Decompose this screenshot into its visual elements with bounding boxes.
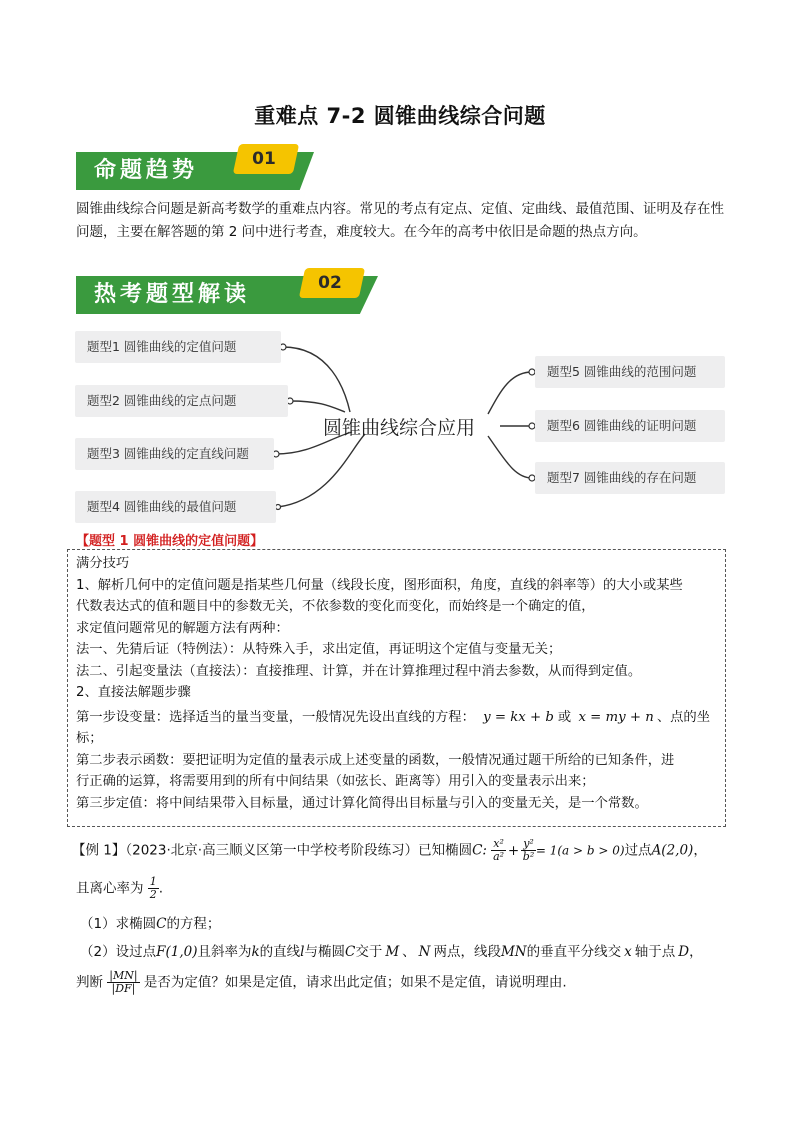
tips-line: 法二、引起变量法（直接法）：直接推理、计算，并在计算推理过程中消去参数，从而得到定值。 bbox=[76, 663, 642, 679]
tips-line: 第三步定值：将中间结果带入目标量，通过计算化简得出目标量与引入的变量无关，是一个常数。 bbox=[76, 795, 648, 811]
line-l: l bbox=[300, 944, 305, 960]
pass-through: 过点 bbox=[624, 842, 652, 859]
point-m: M bbox=[385, 944, 400, 960]
banner-trend bbox=[76, 148, 316, 190]
ellipse-condition: = 1(a > b > 0) bbox=[535, 843, 625, 858]
q2-text: 与椭圆 bbox=[304, 944, 345, 960]
node-dot bbox=[276, 505, 281, 510]
connector-right-7 bbox=[488, 436, 532, 478]
q1-text: （1）求椭圆 bbox=[80, 916, 157, 932]
slope-k: k bbox=[251, 944, 260, 960]
page-title: 重难点 7-2 圆锥曲线综合问题 bbox=[254, 104, 546, 128]
question-1 bbox=[80, 912, 740, 932]
q2-text: 交于 bbox=[355, 944, 383, 960]
frac-den: 2 bbox=[149, 888, 157, 901]
period: . bbox=[158, 880, 164, 897]
mindmap-node-type4: 题型4 圆锥曲线的最值问题 bbox=[75, 491, 276, 523]
tips-line: 1、解析几何中的定值问题是指某些几何量（线段长度，图形面积，角度，直线的斜率等）的大小或某些 bbox=[76, 577, 683, 593]
tips-line: 标； bbox=[76, 731, 103, 746]
mindmap bbox=[0, 320, 800, 525]
question-2 bbox=[80, 940, 740, 960]
q2-text: （2）设过点 bbox=[80, 944, 157, 960]
question-2-judge bbox=[76, 970, 736, 995]
banner-tag: 02 bbox=[318, 273, 342, 293]
banner-label: 热考题型解读 bbox=[94, 281, 251, 307]
example-1-statement bbox=[72, 838, 732, 863]
mindmap-node-type5: 题型5 圆锥曲线的范围问题 bbox=[535, 356, 725, 388]
tips-line: 行正确的运算，将需要用到的所有中间结果（如弦长、距离等）用引入的变量表示出来； bbox=[76, 774, 595, 789]
mindmap-node-type3: 题型3 圆锥曲线的定直线问题 bbox=[75, 438, 274, 470]
point-a: A(2,0) bbox=[651, 842, 694, 859]
point-d: D bbox=[678, 944, 690, 960]
section-heading-type1: 【题型 1 圆锥曲线的定值问题】 bbox=[76, 534, 264, 549]
mindmap-node-type6: 题型6 圆锥曲线的证明问题 bbox=[535, 410, 725, 442]
point-f: F(1,0) bbox=[156, 944, 198, 960]
banner-tag: 01 bbox=[252, 149, 276, 169]
tips-box bbox=[67, 549, 726, 827]
banner-label: 命题趋势 bbox=[94, 157, 199, 183]
q2-text: 的垂直平分线交 bbox=[526, 944, 622, 960]
q2-text: 、 bbox=[402, 944, 416, 960]
tips-step1: 第一步设变量：选择适当的量当变量，一般情况先设出直线的方程： bbox=[76, 709, 475, 725]
connector-left-2 bbox=[290, 401, 345, 412]
tips-line: 法一、先猜后证（特例法）：从特殊入手，求出定值，再证明这个定值与变量无关； bbox=[76, 642, 562, 657]
frac-den: |DF| bbox=[111, 982, 136, 995]
point-n: N bbox=[418, 944, 431, 960]
fraction-x2-a2 bbox=[491, 838, 506, 863]
ellipse-symbol: C bbox=[472, 842, 483, 859]
comma: ， bbox=[693, 842, 707, 859]
example-prefix: 【例 1】（2023·北京·高三顺义区第一中学校考阶段练习）已知椭圆 bbox=[72, 842, 473, 859]
tips-step1-end: 、点的坐 bbox=[656, 709, 711, 725]
tips-line: 2、直接法解题步骤 bbox=[76, 685, 191, 700]
plus-sign: + bbox=[507, 842, 520, 859]
tips-or: 或 bbox=[557, 709, 572, 725]
mindmap-node-type1: 题型1 圆锥曲线的定值问题 bbox=[75, 331, 281, 363]
q2-text: 的直线 bbox=[259, 944, 301, 960]
judge-question: 是否为定值？如果是定值，请求出此定值；如果不是定值，请说明理由. bbox=[143, 974, 567, 991]
q2-text: 两点，线段 bbox=[433, 944, 501, 960]
colon: : bbox=[482, 842, 487, 859]
fraction-y2-b2 bbox=[521, 838, 536, 863]
frac-num: 1 bbox=[149, 875, 157, 888]
mindmap-center: 圆锥曲线综合应用 bbox=[323, 417, 476, 439]
mindmap-node-type7: 题型7 圆锥曲线的存在问题 bbox=[535, 462, 725, 494]
segment-mn: MN bbox=[500, 944, 527, 960]
equation-x-my-n: x = my + n bbox=[578, 709, 654, 725]
tips-line: 求定值问题常见的解题方法有两种： bbox=[76, 620, 289, 636]
judge-text: 判断 bbox=[76, 974, 103, 991]
intro-paragraph: 圆锥曲线综合问题是新高考数学的重难点内容。常见的考点有定点、定值、定曲线、最值范围、证明及存在性问题，主要在解答题的第 2 问中进行考查，难度较大。在今年的高考中依旧是命题的热点方向。 bbox=[76, 201, 724, 240]
frac-den: a² bbox=[493, 850, 505, 863]
banner-hot-types bbox=[76, 272, 378, 314]
q2-text: 且斜率为 bbox=[197, 944, 252, 960]
tips-line bbox=[76, 707, 717, 729]
connector-left-4 bbox=[278, 434, 365, 507]
tips-line: 代数表达式的值和题目中的参数无关，不依参数的变化而变化，而始终是一个确定的值， bbox=[76, 599, 595, 614]
frac-num: |MN| bbox=[109, 969, 138, 982]
fraction-one-half bbox=[148, 876, 159, 901]
tips-heading: 满分技巧 bbox=[76, 556, 130, 571]
tips-line: 第二步表示函数：要把证明为定值的量表示成上述变量的函数，一般情况通过题干所给的已知条件，进 bbox=[76, 752, 675, 768]
q2-text: 轴于点 bbox=[634, 944, 676, 960]
example-eccentricity bbox=[76, 876, 736, 901]
frac-den: b² bbox=[522, 850, 535, 863]
ellipse-symbol: C bbox=[156, 916, 167, 932]
ecc-text: 且离心率为 bbox=[76, 880, 144, 897]
q2-text: ， bbox=[689, 944, 703, 960]
frac-num: y² bbox=[523, 837, 534, 850]
q1-text-end: 的方程； bbox=[166, 916, 221, 932]
axis-x: x bbox=[624, 944, 632, 960]
fraction-mn-df bbox=[107, 970, 139, 995]
equation-y-kx-b: y = kx + b bbox=[483, 709, 554, 725]
mindmap-node-type2: 题型2 圆锥曲线的定点问题 bbox=[75, 385, 288, 417]
frac-num: x² bbox=[493, 837, 504, 850]
connector-right-5 bbox=[488, 372, 532, 414]
ellipse-symbol: C bbox=[344, 944, 356, 960]
